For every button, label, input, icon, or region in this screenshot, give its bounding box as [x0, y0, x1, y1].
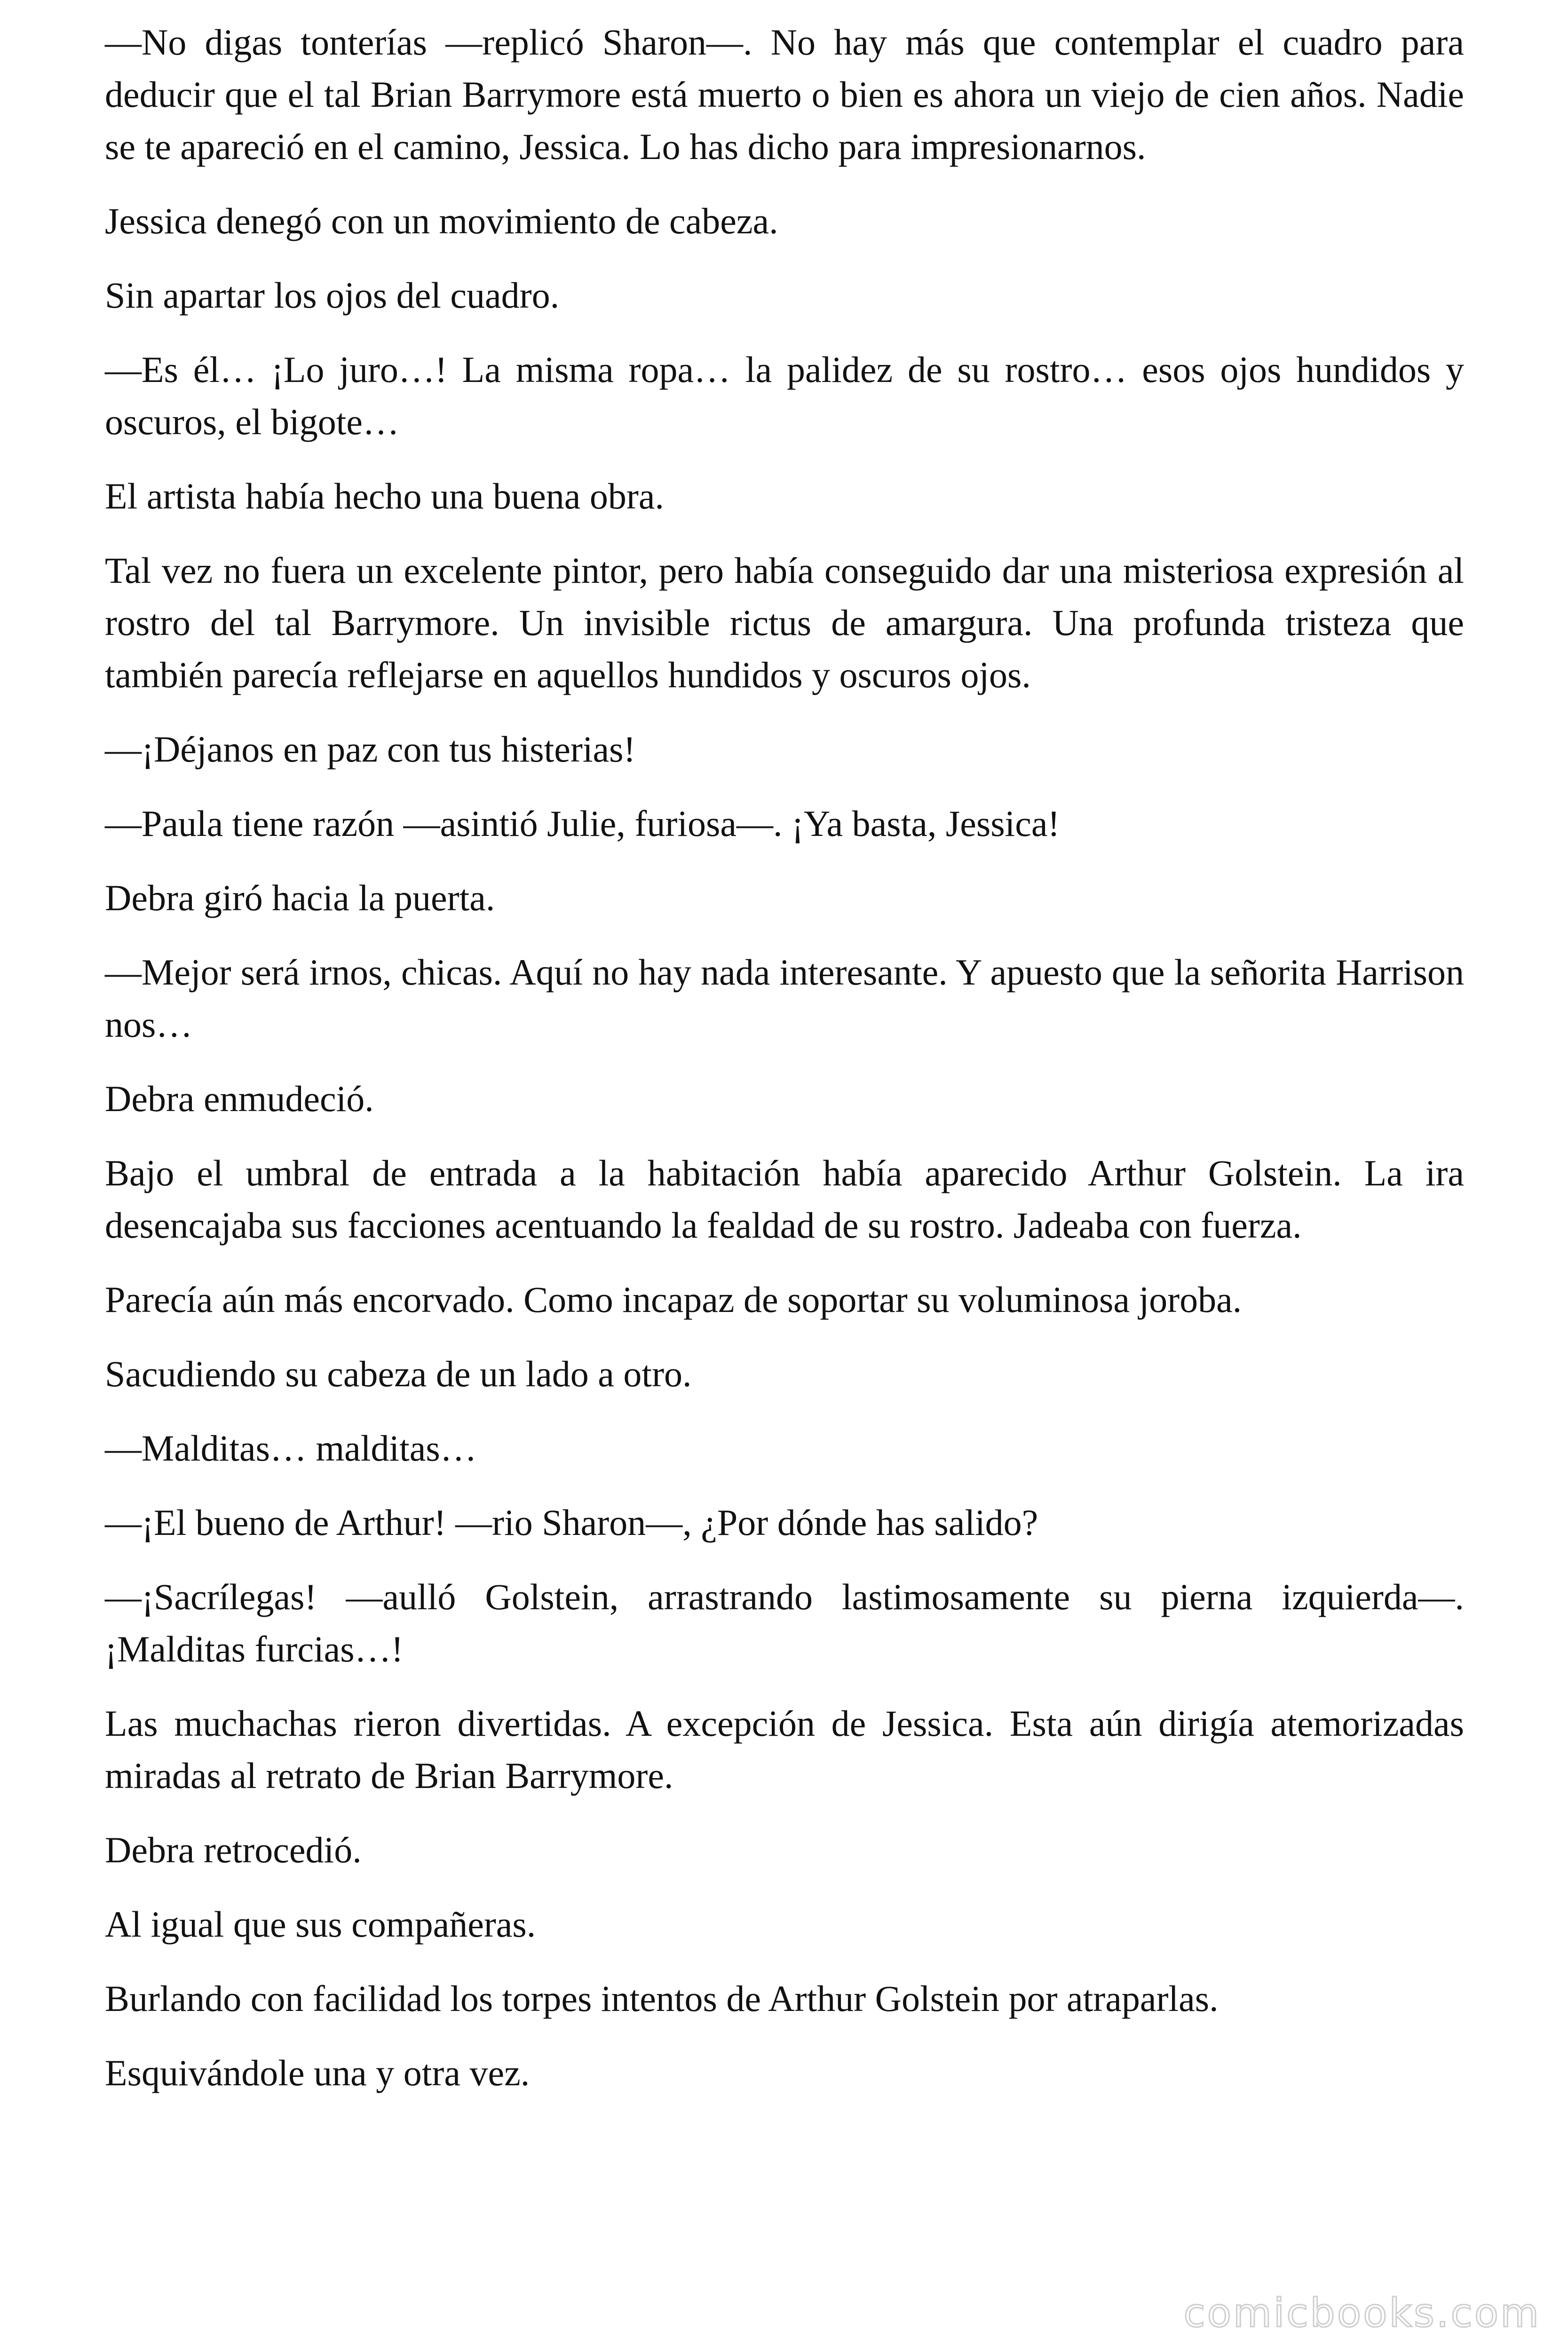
paragraph: Debra enmudeció. [105, 1078, 374, 1119]
paragraph: —¡El bueno de Arthur! —rio Sharon—, ¿Por dónde has salido? [105, 1502, 1038, 1543]
paragraph: —¡Sacrílegas! —aulló Golstein, arrastrando lastimosamente su pierna izquierda—. ¡Malditas furcias…! [105, 1576, 1464, 1669]
paragraph: —Paula tiene razón —asintió Julie, furiosa—. ¡Ya basta, Jessica! [105, 803, 1060, 844]
book-page-text [105, 16, 1464, 2121]
paragraph: Jessica denegó con un movimiento de cabeza. [105, 200, 778, 241]
paragraph: Debra retrocedió. [105, 1829, 362, 1870]
paragraph: Parecía aún más encorvado. Como incapaz de soportar su voluminosa joroba. [105, 1279, 1242, 1320]
paragraph: Las muchachas rieron divertidas. A excepción de Jessica. Esta aún dirigía atemorizadas miradas al retrato de Brian Barrymore. [105, 1703, 1464, 1796]
paragraph: Al igual que sus compañeras. [105, 1904, 536, 1945]
paragraph: Tal vez no fuera un excelente pintor, pero había conseguido dar una misteriosa expresión al rostro del tal Barrymore. Un invisible rictus de amargura. Una profunda tristeza que también parecía reflejarse en aquellos hundidos y oscuros ojos. [105, 550, 1464, 695]
paragraph: —Malditas… malditas… [105, 1428, 477, 1469]
paragraph: El artista había hecho una buena obra. [105, 476, 665, 516]
paragraph: Sin apartar los ojos del cuadro. [105, 275, 560, 316]
paragraph: —¡Déjanos en paz con tus histerias! [105, 729, 636, 770]
paragraph: —Es él… ¡Lo juro…! La misma ropa… la palidez de su rostro… esos ojos hundidos y oscuros, el bigote… [105, 349, 1464, 442]
paragraph: —No digas tonterías —replicó Sharon—. No hay más que contemplar el cuadro para deducir que el tal Brian Barrymore está muerto o bien es ahora un viejo de cien años. Nadie se te apareció en el camino, Jessica. Lo has dicho para impresionarnos. [105, 22, 1464, 167]
paragraph: Debra giró hacia la puerta. [105, 877, 495, 918]
paragraph: Esquivándole una y otra vez. [105, 2052, 530, 2093]
watermark: comicbooks.com [1183, 2290, 1541, 2336]
paragraph: —Mejor será irnos, chicas. Aquí no hay nada interesante. Y apuesto que la señorita Harrison nos… [105, 952, 1464, 1045]
paragraph: Bajo el umbral de entrada a la habitación había aparecido Arthur Golstein. La ira desencajaba sus facciones acentuando la fealdad de su rostro. Jadeaba con fuerza. [105, 1152, 1464, 1246]
paragraph: Burlando con facilidad los torpes intentos de Arthur Golstein por atraparlas. [105, 1978, 1219, 2019]
paragraph: Sacudiendo su cabeza de un lado a otro. [105, 1353, 692, 1394]
